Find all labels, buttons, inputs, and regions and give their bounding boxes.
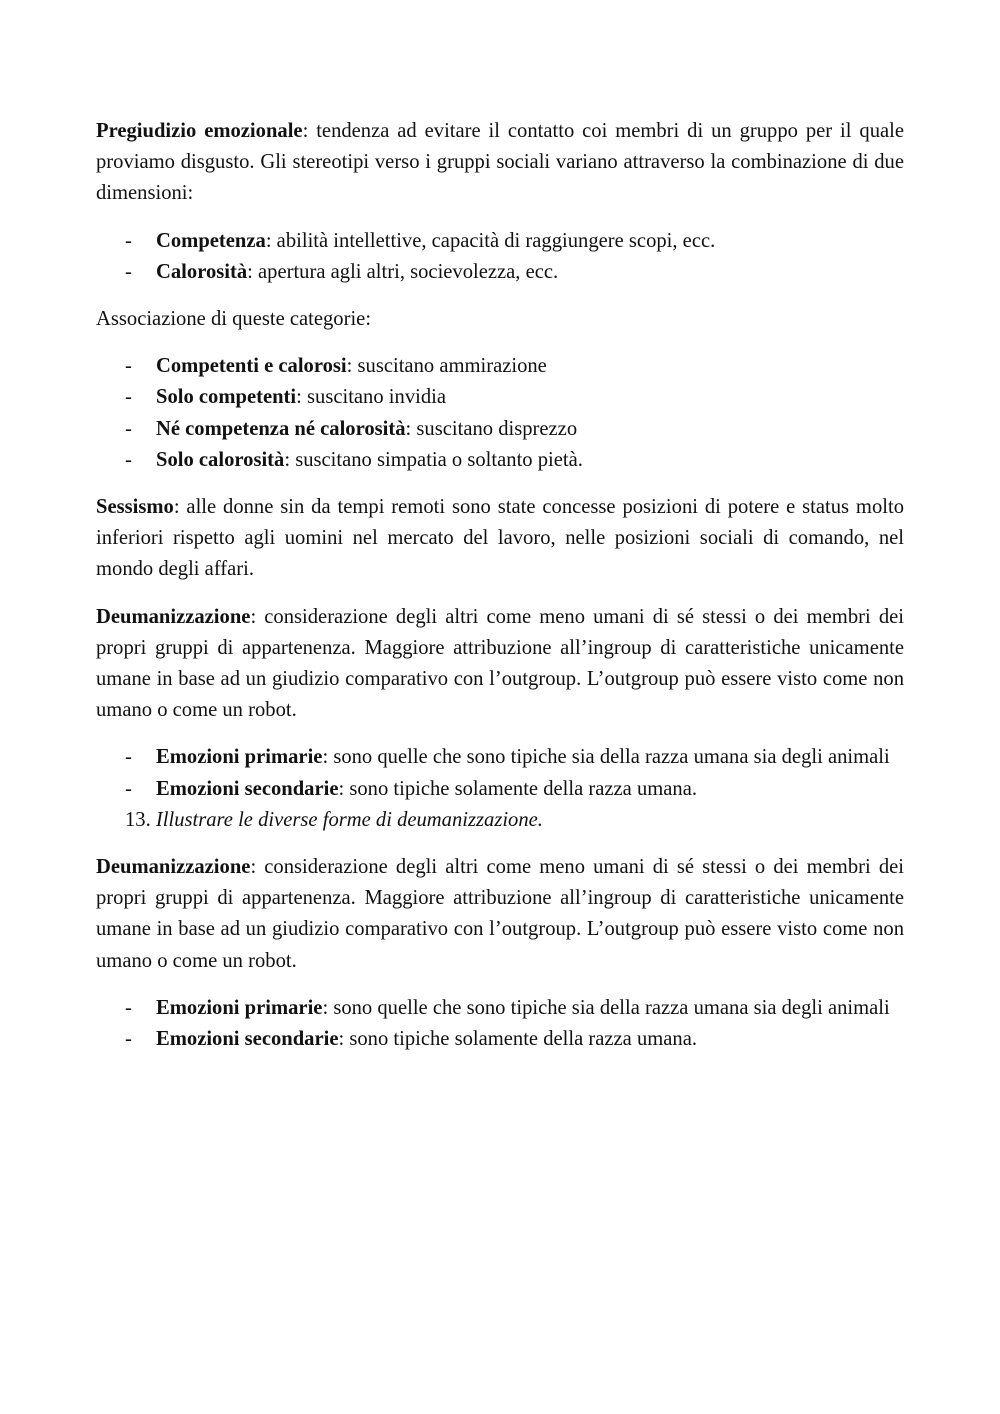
list-item-text: : sono tipiche solamente della razza umana. <box>338 1028 697 1051</box>
paragraph-associazione: Associazione di queste categorie: <box>96 308 372 331</box>
paragraph-pregiudizio-emozionale <box>96 116 904 210</box>
dash-bullet: - <box>125 448 132 471</box>
paragraph-sessismo <box>96 492 904 586</box>
definition-text: : considerazione degli altri come meno umani di sé stessi o dei membri dei propri gruppi di appartenenza. Maggiore attribuzione all’ingroup di caratteristiche unicamente umane in base ad un giudizio comparativo con l’outgroup. L’outgroup può essere visto come non umano o come un robot. <box>96 605 904 722</box>
list-item <box>96 257 904 288</box>
list-item-term: Emozioni secondarie <box>156 777 339 800</box>
dash-bullet: - <box>125 746 132 769</box>
list-item-text: : suscitano ammirazione <box>346 355 547 378</box>
list-item <box>96 993 904 1024</box>
associations-list <box>96 351 904 476</box>
dash-bullet: - <box>125 777 132 800</box>
definition-text: : tendenza ad evitare il contatto coi membri di un gruppo per il quale proviamo disgusto. Gli stereotipi verso i gruppi sociali variano attraverso la combinazione di due dimensioni: <box>96 120 904 205</box>
list-item <box>96 382 904 413</box>
list-item-text: : sono quelle che sono tipiche sia della razza umana sia degli animali <box>322 996 890 1019</box>
list-item-text: : apertura agli altri, socievolezza, ecc. <box>247 260 559 283</box>
question-heading <box>96 805 904 836</box>
list-item-text: : sono tipiche solamente della razza umana. <box>338 777 697 800</box>
term-deumanizzazione: Deumanizzazione <box>96 605 251 628</box>
list-item-term: Emozioni primarie <box>156 996 323 1019</box>
definition-text: : alle donne sin da tempi remoti sono state concesse posizioni di potere e status molto inferiori rispetto agli uomini nel mercato del lavoro, nelle posizioni sociali di comando, nel mondo degli affari. <box>96 496 904 581</box>
paragraph-deumanizzazione-2 <box>96 852 904 977</box>
dash-bullet: - <box>125 355 132 378</box>
list-item-text: : suscitano disprezzo <box>405 417 578 440</box>
list-item-term: Solo calorosità <box>156 448 285 471</box>
document-page <box>96 116 904 1055</box>
list-item <box>96 742 904 773</box>
dash-bullet: - <box>125 260 132 283</box>
list-item-term: Competenza <box>156 229 266 252</box>
list-item <box>96 774 904 805</box>
list-item <box>96 1024 904 1055</box>
dash-bullet: - <box>125 417 132 440</box>
term-sessismo: Sessismo <box>96 496 174 519</box>
list-item-text: : suscitano invidia <box>296 386 446 409</box>
dash-bullet: - <box>125 386 132 409</box>
list-item-term: Calorosità <box>156 260 248 283</box>
list-item <box>96 445 904 476</box>
list-item <box>96 414 904 445</box>
list-item-term: Solo competenti <box>156 386 297 409</box>
emotions-list <box>96 742 904 804</box>
list-item-term: Né competenza né calorosità <box>156 417 406 440</box>
list-item <box>96 226 904 257</box>
term-deumanizzazione: Deumanizzazione <box>96 856 251 879</box>
list-item-text: : sono quelle che sono tipiche sia della razza umana sia degli animali <box>322 746 890 769</box>
dash-bullet: - <box>125 1028 132 1051</box>
dimensions-list <box>96 226 904 288</box>
list-item-term: Competenti e calorosi <box>156 355 347 378</box>
emotions-list-2 <box>96 993 904 1055</box>
dash-bullet: - <box>125 229 132 252</box>
list-item-text: : abilità intellettive, capacità di raggiungere scopi, ecc. <box>265 229 716 252</box>
definition-text: : considerazione degli altri come meno umani di sé stessi o dei membri dei propri gruppi di appartenenza. Maggiore attribuzione all’ingroup di caratteristiche unicamente umane in base ad un giudizio comparativo con l’outgroup. L’outgroup può essere visto come non umano o come un robot. <box>96 856 904 972</box>
list-item-text: : suscitano simpatia o soltanto pietà. <box>284 448 583 471</box>
term-pregiudizio-emozionale: Pregiudizio emozionale <box>96 120 303 142</box>
question-text: Illustrare le diverse forme di deumanizzazione. <box>155 808 543 831</box>
list-item <box>96 351 904 382</box>
question-number: 13. <box>125 808 151 831</box>
list-item-term: Emozioni secondarie <box>156 1028 339 1051</box>
list-item-term: Emozioni primarie <box>156 746 323 769</box>
paragraph-deumanizzazione <box>96 602 904 727</box>
dash-bullet: - <box>125 996 132 1019</box>
